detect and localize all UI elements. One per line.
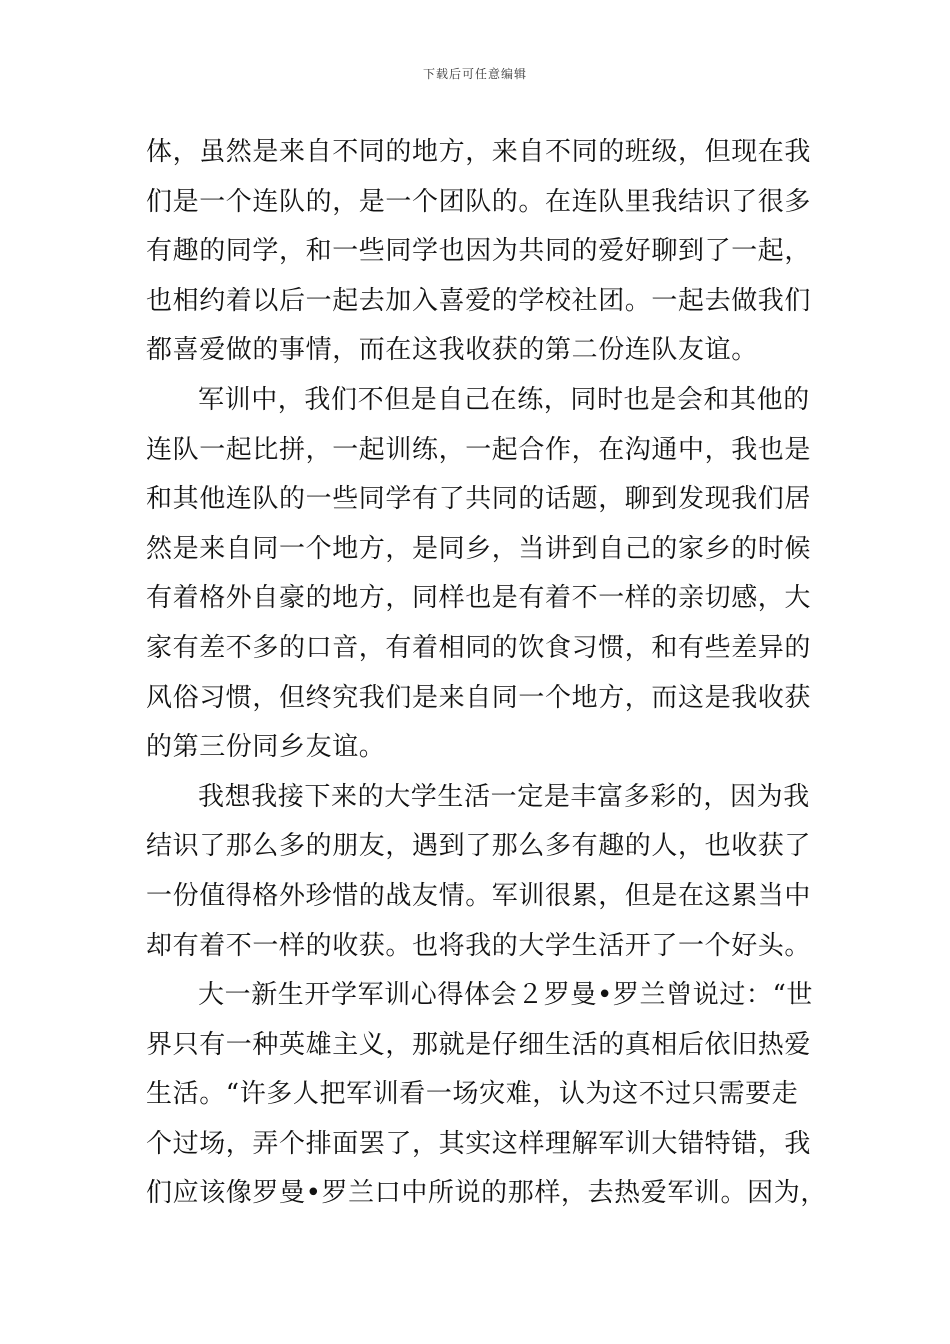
text-line: 风俗习惯，但终究我们是来自同一个地方，而这是我收获 (146, 682, 812, 713)
text-line: 然是来自同一个地方，是同乡，当讲到自己的家乡的时候 (146, 533, 812, 564)
paragraph-first-line: 军训中，我们不但是自己在练，同时也是会和其他的 (198, 384, 810, 415)
paragraph-first-line: 大一新生开学军训心得体会２罗曼•罗兰曾说过：“世 (198, 980, 814, 1011)
text-line: 结识了那么多的朋友，遇到了那么多有趣的人，也收获了 (146, 831, 812, 862)
text-line: 家有差不多的口音，有着相同的饮食习惯，和有些差异的 (146, 632, 812, 663)
text-line: 也相约着以后一起去加入喜爱的学校社团。一起去做我们 (146, 285, 812, 316)
body-text (146, 128, 826, 1219)
text-line: 连队一起比拼，一起训练，一起合作，在沟通中，我也是 (146, 434, 812, 465)
page-header: 下载后可任意编辑 (422, 67, 527, 81)
text-line: 和其他连队的一些同学有了共同的话题，聊到发现我们居 (146, 484, 812, 515)
text-line: 却有着不一样的收获。也将我的大学生活开了一个好头。 (146, 930, 812, 961)
text-line: 体，虽然是来自不同的地方，来自不同的班级，但现在我 (146, 137, 812, 167)
text-line: 们是一个连队的，是一个团队的。在连队里我结识了很多 (146, 186, 812, 217)
paragraph-first-line: 我想我接下来的大学生活一定是丰富多彩的，因为我 (198, 781, 810, 812)
text-line: 生活。“许多人把军训看一场灾难，认为这不过只需要走 (146, 1079, 799, 1110)
text-line: 界只有一种英雄主义，那就是仔细生活的真相后依旧热爱 (146, 1029, 812, 1060)
text-line: 有着格外自豪的地方，同样也是有着不一样的亲切感，大 (146, 583, 812, 614)
text-line: 们应该像罗曼•罗兰口中所说的那样，去热爱军训。因为， (146, 1178, 827, 1209)
text-line: 个过场，弄个排面罢了，其实这样理解军训大错特错，我 (146, 1128, 812, 1159)
text-line: 都喜爱做的事情，而在这我收获的第二份连队友谊。 (146, 335, 758, 366)
text-line: 有趣的同学，和一些同学也因为共同的爱好聊到了一起， (146, 236, 812, 267)
text-line: 的第三份同乡友谊。 (146, 732, 386, 763)
text-line: 一份值得格外珍惜的战友情。军训很累，但是在这累当中 (146, 880, 812, 911)
